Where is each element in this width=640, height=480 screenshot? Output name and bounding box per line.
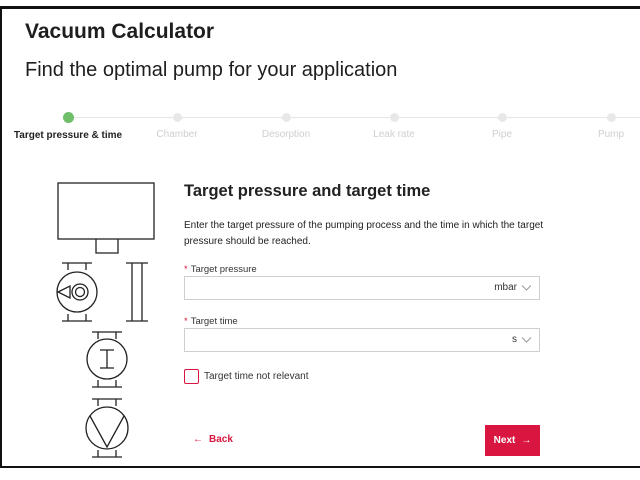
target-pressure-label (184, 264, 257, 275)
arrow-left-icon: ← (193, 434, 203, 445)
app-title: Vacuum Calculator (25, 20, 215, 43)
chevron-down-icon[interactable] (521, 334, 532, 345)
step-pump[interactable] (556, 112, 640, 142)
step-pipe[interactable] (447, 112, 557, 142)
step-chamber[interactable] (122, 112, 232, 142)
step-dot-icon (282, 113, 291, 122)
step-dot-icon (498, 113, 507, 122)
step-dot-icon (63, 112, 74, 123)
step-dot-icon (607, 113, 616, 122)
back-button[interactable] (193, 434, 233, 445)
step-desorption[interactable] (231, 112, 341, 142)
form-title: Target pressure and target time (184, 182, 431, 200)
arrow-right-icon: → (521, 435, 532, 446)
target-time-input[interactable] (184, 328, 540, 352)
chevron-down-icon[interactable] (521, 282, 532, 293)
step-target-pressure[interactable] (13, 112, 123, 143)
next-button[interactable] (485, 425, 540, 456)
step-label: Chamber (156, 129, 198, 140)
step-leak-rate[interactable] (339, 112, 449, 142)
target-time-not-relevant-checkbox[interactable] (184, 369, 199, 384)
step-label: Desorption (261, 129, 311, 140)
target-time-label-text: Target time (190, 316, 238, 327)
next-button-label: Next (493, 435, 516, 446)
checkbox-label: Target time not relevant (204, 371, 309, 382)
back-button-label: Back (209, 434, 233, 445)
app-subtitle: Find the optimal pump for your application (25, 59, 398, 81)
progress-stepper (0, 112, 640, 162)
target-pressure-input[interactable] (184, 276, 540, 300)
step-dot-icon (173, 113, 182, 122)
required-marker: * (184, 264, 188, 275)
vacuum-system-illustration (50, 175, 165, 465)
window-top-border (0, 6, 640, 9)
form-description: Enter the target pressure of the pumping process and the time in which the target pressure should be reached. (184, 220, 544, 247)
window-left-border (0, 6, 2, 468)
target-pressure-label-text: Target pressure (190, 264, 257, 275)
step-label: Leak rate (373, 129, 415, 140)
time-unit-select[interactable]: s (512, 334, 517, 345)
step-label: Pump (597, 129, 625, 140)
window-bottom-border (0, 466, 640, 468)
pressure-unit-select[interactable]: mbar (494, 282, 517, 293)
required-marker: * (184, 316, 188, 327)
step-label: Target pressure & time (13, 130, 123, 141)
step-label: Pipe (491, 129, 512, 140)
target-time-label (184, 316, 238, 327)
step-dot-icon (390, 113, 399, 122)
